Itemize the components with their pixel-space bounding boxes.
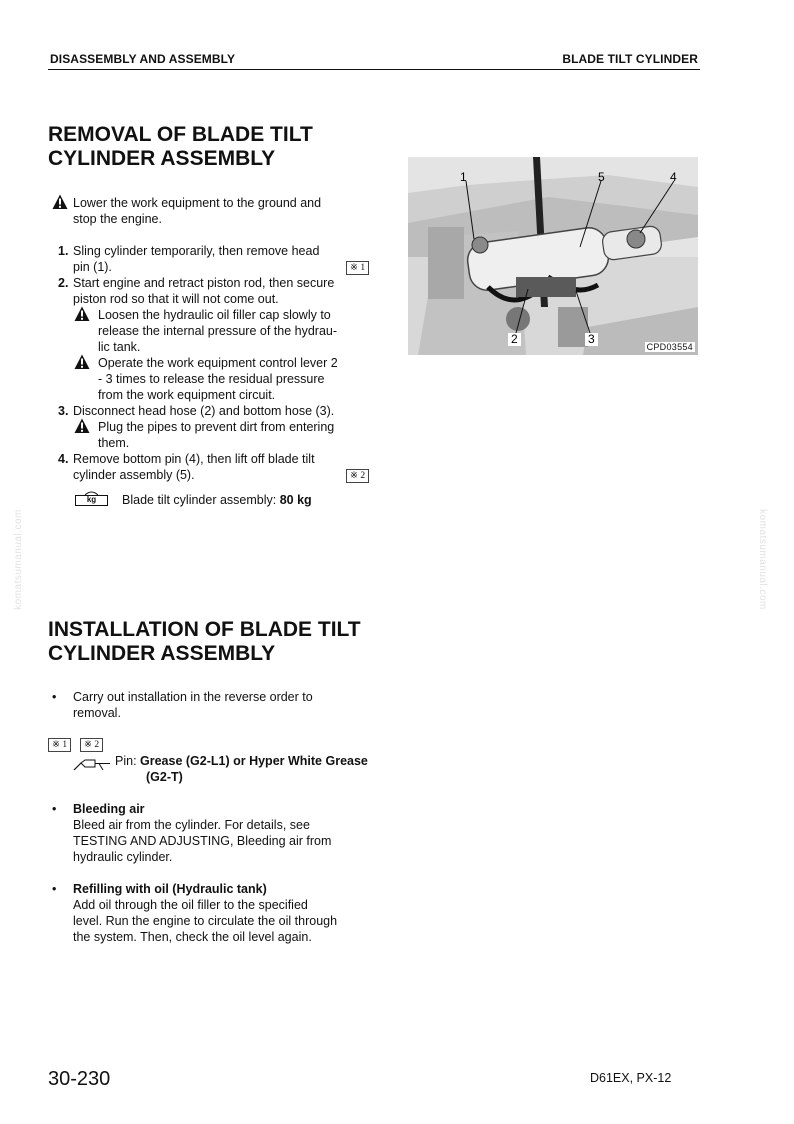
- grease-spec: Pin: Grease (G2-L1) or Hyper White Grease: [115, 754, 368, 768]
- weight-spec: Blade tilt cylinder assembly: 80 kg: [122, 493, 312, 507]
- ref-mark-1: ※ 1: [48, 738, 71, 752]
- page-header: [48, 52, 700, 70]
- page-number: 30-230: [48, 1068, 111, 1090]
- watermark-right: komatsumanual.com: [756, 509, 768, 610]
- removal-step-1: Sling cylinder temporarily, then remove head pin (1).: [73, 244, 320, 274]
- removal-title: REMOVAL OF BLADE TILT CYLINDER ASSEMBLY: [48, 123, 313, 170]
- bullet: •: [52, 690, 57, 704]
- warning-triangle-icon: [74, 354, 90, 370]
- header-section: DISASSEMBLY AND ASSEMBLY: [50, 52, 236, 66]
- refilling-oil: Refilling with oil (Hydraulic tank) Add oil through the oil filler to the specified level. Run the engine to circulate the oil through the system. Then, check the oil level again.: [73, 882, 338, 944]
- warning-triangle-icon: [74, 306, 90, 322]
- installation-intro: Carry out installation in the reverse order to removal.: [73, 690, 313, 720]
- cylinder-illustration: [408, 157, 698, 355]
- photo-code: CPD03554: [646, 342, 693, 352]
- bullet: •: [52, 882, 57, 896]
- callout-3: 3: [585, 333, 598, 346]
- grease-gun-icon: [73, 757, 111, 771]
- cylinder-photo: [408, 157, 698, 355]
- model-code: D61EX, PX-12: [590, 1071, 672, 1085]
- removal-step-3: Disconnect head hose (2) and bottom hose (3).: [73, 404, 335, 418]
- removal-step-4: Remove bottom pin (4), then lift off blade tilt cylinder assembly (5).: [73, 452, 315, 482]
- watermark-left: komatsumanual.com: [12, 509, 24, 610]
- step2-warning-1: Loosen the hydraulic oil filler cap slowly to release the internal pressure of the hydrau- lic tank.: [98, 308, 338, 354]
- header-topic: BLADE TILT CYLINDER: [562, 52, 698, 66]
- removal-step-2: Start engine and retract piston rod, then secure piston rod so that it will not come out.: [73, 276, 335, 306]
- warning-triangle-icon: [74, 418, 90, 434]
- installation-title: INSTALLATION OF BLADE TILT CYLINDER ASSEMBLY: [48, 618, 361, 665]
- step-number: 3.: [58, 404, 69, 418]
- ref-mark-1: ※ 1: [346, 261, 369, 275]
- step3-warning: Plug the pipes to prevent dirt from entering them.: [98, 420, 335, 450]
- step-number: 4.: [58, 452, 69, 466]
- step-number: 2.: [58, 276, 69, 290]
- step-number: 1.: [58, 244, 69, 258]
- grease-spec-cont: (G2-T): [146, 770, 183, 784]
- weight-kg-icon: kg: [75, 490, 108, 506]
- removal-warning: Lower the work equipment to the ground and stop the engine.: [73, 196, 322, 226]
- warning-triangle-icon: [52, 194, 68, 210]
- callout-4: 4: [670, 170, 677, 184]
- ref-mark-2: ※ 2: [80, 738, 103, 752]
- bullet: •: [52, 802, 57, 816]
- step2-warning-2: Operate the work equipment control lever 2 - 3 times to release the residual pressure from the work equipment circuit.: [98, 356, 338, 402]
- ref-mark-2: ※ 2: [346, 469, 369, 483]
- callout-5: 5: [598, 170, 605, 184]
- bleeding-air: Bleeding air Bleed air from the cylinder. For details, see TESTING AND ADJUSTING, Bleeding air from hydraulic cylinder.: [73, 802, 332, 864]
- callout-2: 2: [508, 333, 521, 346]
- callout-1: 1: [460, 170, 467, 184]
